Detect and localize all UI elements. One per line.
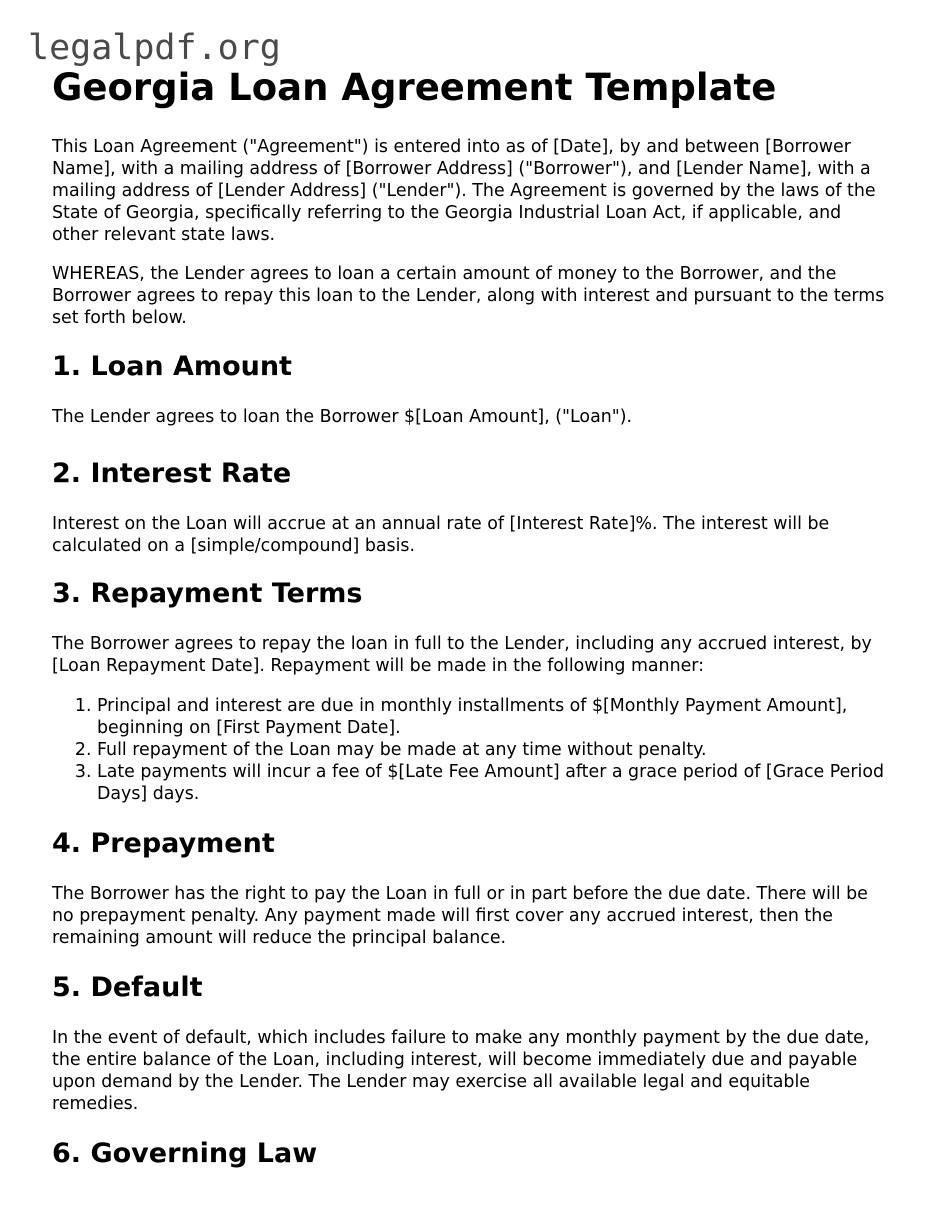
- whereas-paragraph: WHEREAS, the Lender agrees to loan a certain amount of money to the Borrower, and the Borrower agrees to repay this loan to the Lender, along with interest and pursuant to the terms set forth below.: [52, 264, 885, 328]
- document: [52, 66, 892, 1171]
- document-title: Georgia Loan Agreement Template: [52, 66, 777, 109]
- section-heading-repayment-terms: 3. Repayment Terms: [52, 578, 363, 609]
- list-item: 2. Full repayment of the Loan may be made at any time without penalty.: [97, 739, 892, 761]
- section-heading-default: 5. Default: [52, 972, 203, 1003]
- section-heading-interest-rate: 2. Interest Rate: [52, 458, 292, 489]
- list-item: 1. Principal and interest are due in monthly installments of $[Monthly Payment Amount], beginning on [First Payment Date].: [97, 695, 892, 739]
- watermark: legalpdf.org: [28, 28, 281, 68]
- section-body-loan-amount: The Lender agrees to loan the Borrower $[Loan Amount], ("Loan").: [52, 407, 633, 427]
- section-heading-prepayment: 4. Prepayment: [52, 828, 275, 859]
- section-heading-loan-amount: 1. Loan Amount: [52, 351, 292, 382]
- section-heading-governing-law: 6. Governing Law: [52, 1138, 318, 1169]
- section-body-default: In the event of default, which includes failure to make any monthly payment by the due date, the entire balance of the Loan, including interest, will become immediately due and payable upon demand by the Lender. The Lender may exercise all available legal and equitable remedies.: [52, 1028, 870, 1114]
- intro-paragraph: This Loan Agreement ("Agreement") is entered into as of [Date], by and between [Borrower Name], with a mailing address of [Borrower Address] ("Borrower"), and [Lender Name], with a mailing address of [Lender Address] ("Lender"). The Agreement is governed by the laws of the State of Georgia, specifically referring to the Georgia Industrial Loan Act, if applicable, and other relevant state laws.: [52, 137, 876, 245]
- section-body-repayment-terms: The Borrower agrees to repay the loan in full to the Lender, including any accrued interest, by [Loan Repayment Date]. Repayment will be made in the following manner:: [52, 634, 872, 676]
- section-body-prepayment: The Borrower has the right to pay the Loan in full or in part before the due date. There will be no prepayment penalty. Any payment made will first cover any accrued interest, then the remaining amount will reduce the principal balance.: [52, 884, 868, 948]
- section-body-interest-rate: Interest on the Loan will accrue at an annual rate of [Interest Rate]%. The interest will be calculated on a [simple/compound] basis.: [52, 514, 830, 556]
- list-item: 3. Late payments will incur a fee of $[Late Fee Amount] after a grace period of [Grace Period Days] days.: [97, 761, 892, 805]
- repayment-list: [52, 695, 892, 805]
